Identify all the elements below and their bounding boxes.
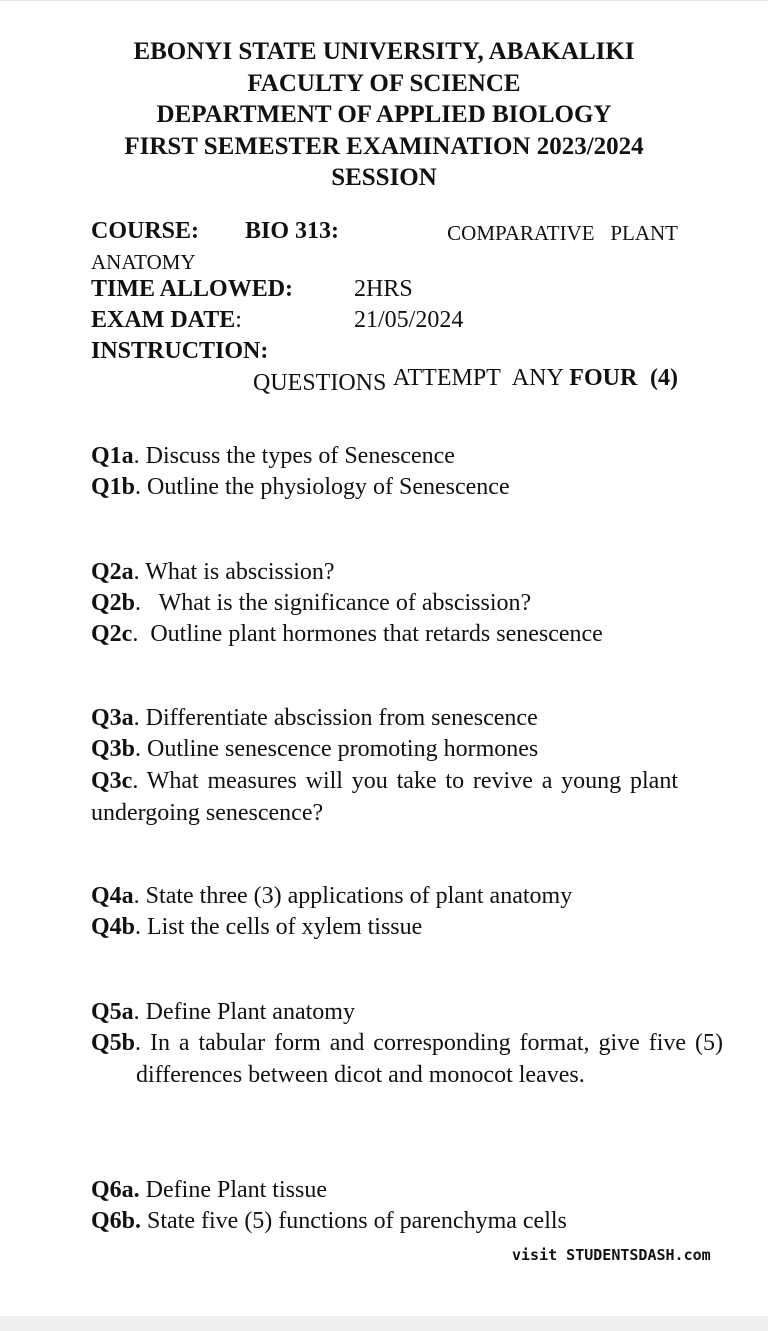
instruction-text: ATTEMPT ANY: [392, 365, 570, 391]
exam-title: FIRST SEMESTER EXAMINATION 2023/2024: [124, 132, 644, 160]
question-q2b: Q2b. What is the significance of abscission?: [91, 590, 532, 616]
instruction-count: FOUR (4): [569, 365, 678, 391]
course-code: BIO 313:: [245, 218, 340, 244]
question-q2a: Q2a. What is abscission?: [91, 559, 335, 585]
exam-meta: [91, 218, 678, 408]
university-name: EBONYI STATE UNIVERSITY, ABAKALIKI: [133, 38, 635, 65]
question-q5b: Q5b. In a tabular form and corresponding format, give five (5) differences between dicot and monocot leaves.: [91, 1030, 723, 1088]
instruction-questions: QUESTIONS: [253, 370, 387, 396]
course-title-line1: COMPARATIVE PLANT: [447, 221, 678, 245]
question-q3a: Q3a. Differentiate abscission from senescence: [91, 705, 538, 731]
exam-date-value: 21/05/2024: [354, 307, 464, 333]
question-q2c: Q2c. Outline plant hormones that retards senescence: [91, 621, 603, 647]
time-allowed-label: TIME ALLOWED:: [91, 276, 294, 302]
course-title-line2: ANATOMY: [91, 250, 196, 274]
question-q1a: Q1a. Discuss the types of Senescence: [91, 443, 455, 469]
question-q5a: Q5a. Define Plant anatomy: [91, 999, 355, 1025]
exam-date-colon: :: [235, 307, 242, 333]
question-q4a: Q4a. State three (3) applications of plant anatomy: [91, 883, 573, 909]
exam-header: [90, 36, 678, 194]
question-q1b: Q1b. Outline the physiology of Senescence: [91, 474, 510, 500]
bottom-band: [0, 1316, 768, 1331]
question-q3c: Q3c. What measures will you take to revive a young plant undergoing senescence?: [91, 768, 678, 826]
department-name: DEPARTMENT OF APPLIED BIOLOGY: [156, 101, 612, 129]
exam-date-label: EXAM DATE: [91, 307, 236, 333]
question-q6a: Q6a. Define Plant tissue: [91, 1177, 327, 1203]
top-divider: [0, 0, 768, 1]
question-q6b: Q6b. State five (5) functions of parenchyma cells: [91, 1208, 567, 1234]
faculty-name: FACULTY OF SCIENCE: [247, 69, 521, 97]
time-allowed-value: 2HRS: [354, 276, 413, 302]
exam-session: SESSION: [331, 164, 437, 192]
question-q4b: Q4b. List the cells of xylem tissue: [91, 914, 423, 940]
question-q3b: Q3b. Outline senescence promoting hormones: [91, 736, 539, 762]
site-watermark: visit STUDENTSDASH.com: [512, 1246, 711, 1264]
course-label: COURSE:: [91, 218, 200, 244]
instruction-label: INSTRUCTION:: [91, 338, 269, 364]
